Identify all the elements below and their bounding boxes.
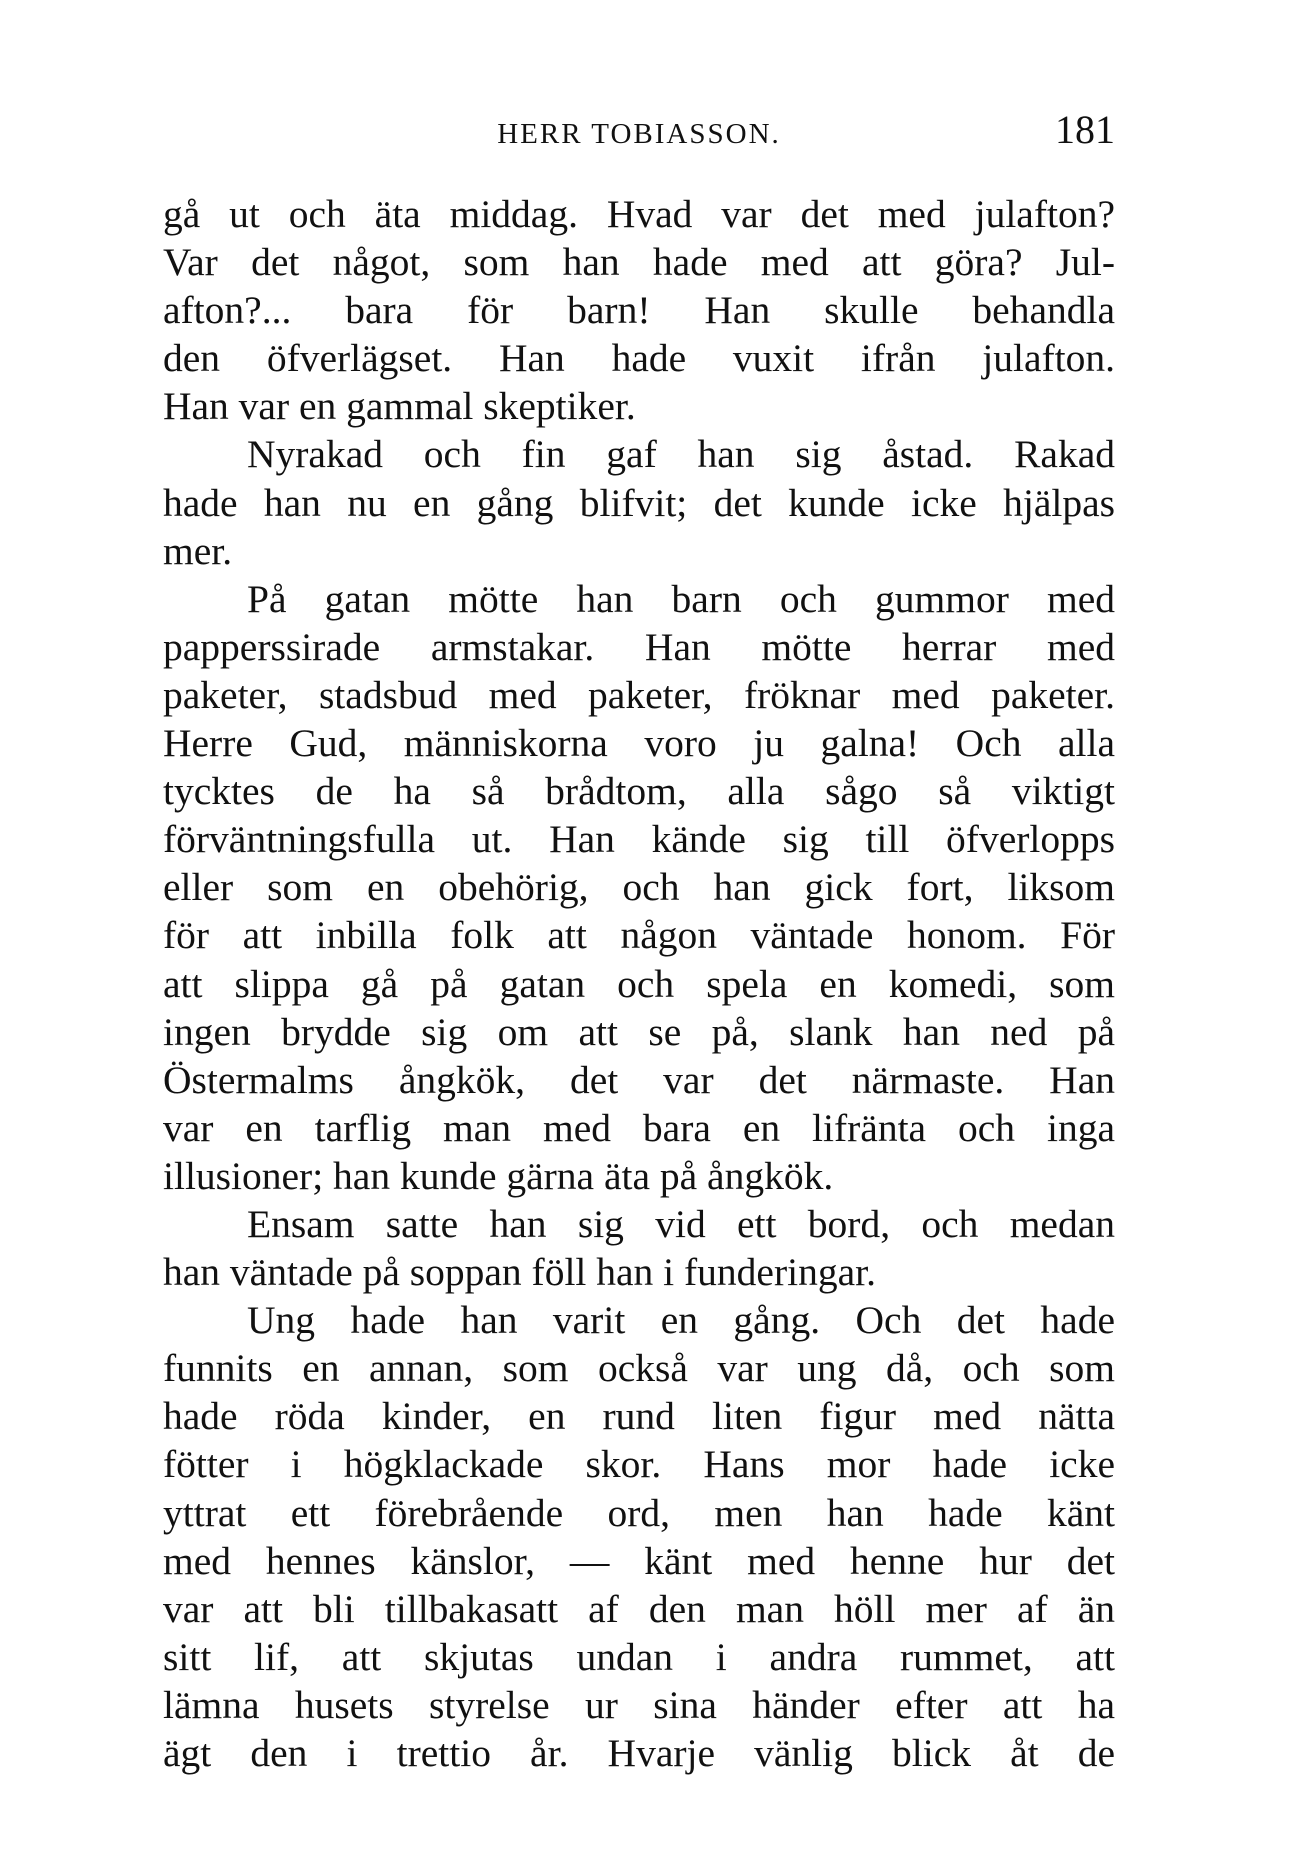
text-line: Ensam satte han sig vid ett bord, och medan <box>247 1201 1115 1246</box>
text-line: var en tarflig man med bara en lifränta och inga <box>163 1105 1115 1150</box>
text-line: Var det något, som han hade med att göra? Jul- <box>163 240 1115 285</box>
running-head <box>163 108 1115 158</box>
text-line: Nyrakad och fin gaf han sig åstad. Rakad <box>247 432 1115 477</box>
text-line: illusioner; han kunde gärna äta på ångkök. <box>163 1153 834 1198</box>
text-line: ägt den i trettio år. Hvarje vänlig blick åt de <box>163 1731 1115 1775</box>
body-text <box>163 190 1115 1777</box>
text-line: mer. <box>163 528 233 573</box>
text-line: papperssirade armstakar. Han mötte herrar med <box>163 624 1115 669</box>
text-line: var att bli tillbakasatt af den man höll mer af än <box>163 1586 1115 1631</box>
text-line: fötter i högklackade skor. Hans mor hade icke <box>163 1442 1115 1487</box>
text-line: afton?... bara för barn! Han skulle behandla <box>163 288 1115 333</box>
text-line: förväntningsfulla ut. Han kände sig till öfverlopps <box>163 817 1115 862</box>
text-line: Östermalms ångkök, det var det närmaste. Han <box>163 1057 1115 1102</box>
page-number: 181 <box>1055 107 1115 152</box>
text-line: Herre Gud, människorna voro ju galna! Och alla <box>163 721 1115 766</box>
text-line: paketer, stadsbud med paketer, fröknar med paketer. <box>163 672 1115 717</box>
text-line: hade han nu en gång blifvit; det kunde icke hjälpas <box>163 480 1115 525</box>
text-line: han väntade på soppan föll han i funderingar. <box>163 1250 876 1295</box>
running-title: HERR TOBIASSON. <box>497 118 781 150</box>
text-line: hade röda kinder, en rund liten figur med nätta <box>163 1394 1115 1439</box>
text-line: tycktes de ha så brådtom, alla sågo så viktigt <box>163 769 1115 814</box>
text-line: sitt lif, att skjutas undan i andra rummet, att <box>163 1634 1115 1679</box>
text-line: för att inbilla folk att någon väntade honom. För <box>163 913 1115 958</box>
text-line: den öfverlägset. Han hade vuxit ifrån julafton. <box>163 336 1115 381</box>
text-line: lämna husets styrelse ur sina händer efter att ha <box>163 1682 1115 1727</box>
text-line: yttrat ett förebrående ord, men han hade känt <box>163 1490 1115 1535</box>
text-line: att slippa gå på gatan och spela en komedi, som <box>163 961 1115 1006</box>
text-line: funnits en annan, som också var ung då, och som <box>163 1346 1115 1391</box>
text-line: Ung hade han varit en gång. Och det hade <box>247 1298 1115 1343</box>
text-line: ingen brydde sig om att se på, slank han ned på <box>163 1009 1115 1054</box>
text-line: med hennes känslor, — känt med henne hur det <box>163 1538 1115 1583</box>
text-line: gå ut och äta middag. Hvad var det med julafton? <box>163 192 1115 236</box>
text-line: På gatan mötte han barn och gummor med <box>247 576 1115 621</box>
text-line: eller som en obehörig, och han gick fort, liksom <box>163 865 1115 910</box>
text-line: Han var en gammal skeptiker. <box>163 384 636 429</box>
